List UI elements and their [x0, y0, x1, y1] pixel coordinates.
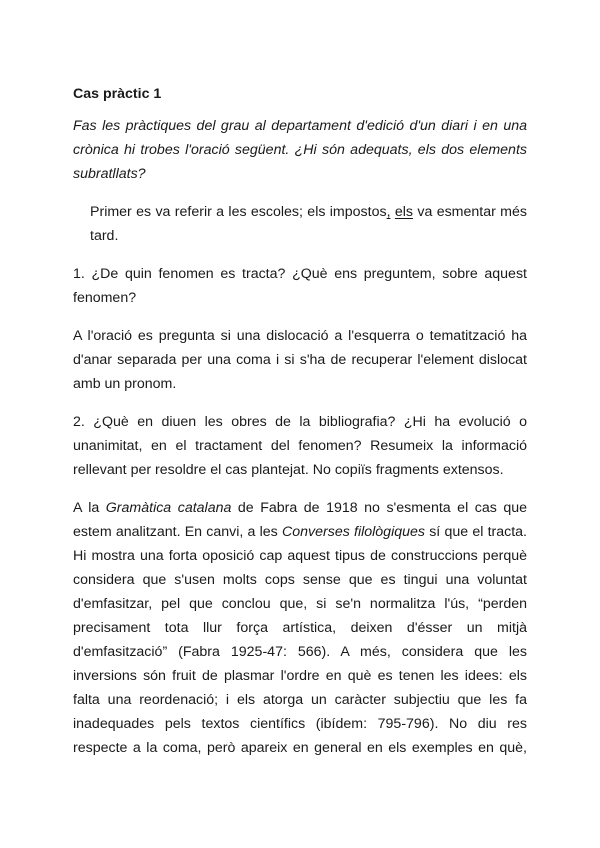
answer-1: A l'oració es pregunta si una dislocació a l'esquerra o tematització ha d'anar separada per una coma i si s'ha de recuperar l'element dislocat amb un pronom. — [73, 328, 527, 392]
underlined-pronoun: els — [394, 204, 414, 220]
example-sentence — [90, 200, 527, 248]
answer-2-part-1: A la — [73, 500, 106, 516]
question-1: 1. ¿De quin fenomen es tracta? ¿Què ens preguntem, sobre aquest fenomen? — [73, 266, 527, 306]
answer-2-part-3: sí que el tracta. Hi mostra una forta oposició cap aquest tipus de construccions perquè considera que s'usen molts cops sense que es tingui una voluntat d'emfasitzar, pel que conclou que, si se'n normalitza l'ús, “perden precisament tota llur força artística, deixen d'ésser un mitjà d'emfasització” (Fabra 1925-47: 566). A més, considera que les inversions són fruit de plasmar l'ordre en què es tenen les idees: els falta una reordenació; i els atorga un caràcter subjectiu que les fa inadequades pels textos científics (ibídem: 795-796). No diu res respecte a la coma, però apareix en general en els exemples en què, — [73, 524, 527, 756]
work-title-gramatica: Gramàtica catalana — [105, 500, 232, 516]
document-body — [73, 82, 527, 774]
page-title: Cas pràctic 1 — [73, 86, 162, 102]
case-statement: Fas les pràctiques del grau al departament d'edició d'un diari i en una crònica hi trobes l'oració següent. ¿Hi són adequats, els dos elements subratllats? — [73, 118, 527, 182]
example-text-after: va esmentar més tard. — [90, 204, 527, 244]
example-text-before: Primer es va referir a les escoles; els impostos — [90, 204, 387, 220]
answer-2 — [73, 496, 527, 760]
question-2: 2. ¿Què en diuen les obres de la bibliografia? ¿Hi ha evolució o unanimitat, en el tractament del fenomen? Resumeix la informació rellevant per resoldre el cas plantejat. No copiïs fragments extensos. — [73, 414, 527, 478]
underlined-comma: , — [386, 204, 391, 220]
work-title-converses: Converses filològiques — [281, 524, 425, 540]
answer-2-part-2: de Fabra de 1918 no s'esmenta el cas que estem analitzant. En canvi, a les — [73, 500, 528, 540]
